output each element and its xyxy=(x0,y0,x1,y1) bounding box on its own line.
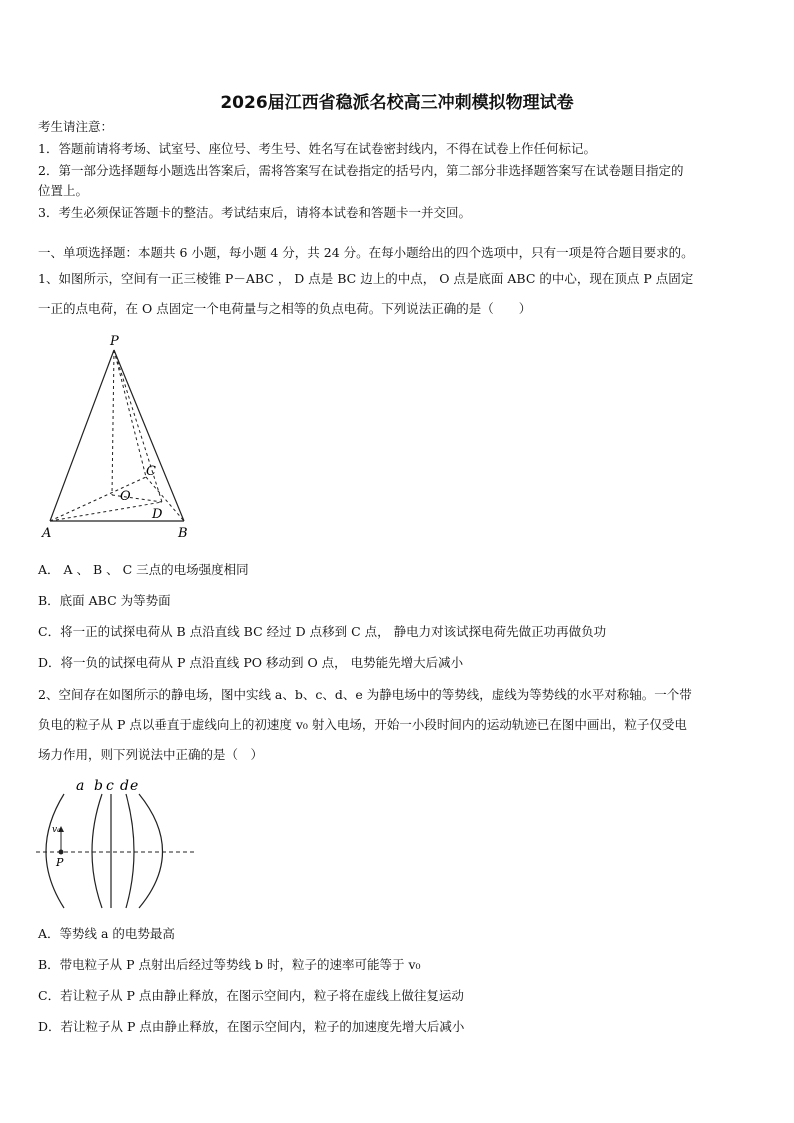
q2-stem-line-3: 场力作用，则下列说法中正确的是（ ） xyxy=(38,747,264,762)
notice-heading: 考生请注意： xyxy=(38,119,114,134)
q2-label-d: d xyxy=(120,778,129,794)
notice-item-2-cont: 位置上。 xyxy=(38,183,89,198)
q2-equipotential-figure xyxy=(36,774,196,914)
q1-label-d: D xyxy=(152,507,163,522)
q2-stem-line-1: 2、空间存在如图所示的静电场，图中实线 a、b、c、d、e 为静电场中的等势线，虚线为等势线的水平对称轴。一个带 xyxy=(38,687,692,702)
q2-label-e: e xyxy=(130,778,139,794)
q2-label-a: a xyxy=(76,778,85,794)
notice-item-2: 2．第一部分选择题每小题选出答案后，需将答案写在试卷指定的括号内，第二部分非选择题答案写在试卷题目指定的 xyxy=(38,163,684,178)
q1-stem-line-2: 一正的点电荷，在 O 点固定一个电荷量与之相等的负点电荷。下列说法正确的是（ ） xyxy=(38,301,532,316)
q2-label-p: P xyxy=(56,856,64,869)
q2-stem-line-2: 负电的粒子从 P 点以垂直于虚线向上的初速度 v₀ 射入电场，开始一小段时间内的运动轨迹已在图中画出，粒子仅受电 xyxy=(38,717,687,732)
section-heading: 一、单项选择题：本题共 6 小题，每小题 4 分，共 24 分。在每小题给出的四个选项中，只有一项是符合题目要求的。 xyxy=(38,245,694,260)
q1-option-b: B．底面 ABC 为等势面 xyxy=(38,593,171,608)
q1-option-a: A． A 、 B 、 C 三点的电场强度相同 xyxy=(38,562,249,577)
q1-pyramid-figure xyxy=(36,330,206,545)
q2-option-d: D．若让粒子从 P 点由静止释放，在图示空间内，粒子的加速度先增大后减小 xyxy=(38,1019,465,1034)
q1-stem-line-1: 1、如图所示，空间有一正三棱锥 P－ABC ， D 点是 BC 边上的中点， O 点是底面 ABC 的中心，现在顶点 P 点固定 xyxy=(38,271,694,286)
q1-label-p: P xyxy=(110,334,119,349)
q1-label-a: A xyxy=(42,526,52,541)
notice-item-1: 1．答题前请将考场、试室号、座位号、考生号、姓名写在试卷密封线内，不得在试卷上作任何标记。 xyxy=(38,141,596,156)
q1-label-c: C xyxy=(146,464,156,479)
q1-option-d: D．将一负的试探电荷从 P 点沿直线 PO 移动到 O 点， 电势能先增大后减小 xyxy=(38,655,464,670)
page-title: 2026届江西省稳派名校高三冲刺模拟物理试卷 xyxy=(220,93,574,113)
q1-label-b: B xyxy=(178,526,188,541)
q2-label-c: c xyxy=(106,778,114,794)
q2-label-b: b xyxy=(94,778,103,794)
q2-label-v0: v₀ xyxy=(52,825,61,835)
q2-option-a: A．等势线 a 的电势最高 xyxy=(38,926,175,941)
q2-option-c: C．若让粒子从 P 点由静止释放，在图示空间内，粒子将在虚线上做往复运动 xyxy=(38,988,464,1003)
q2-option-b: B．带电粒子从 P 点射出后经过等势线 b 时，粒子的速率可能等于 v₀ xyxy=(38,957,421,972)
q1-option-c: C．将一正的试探电荷从 B 点沿直线 BC 经过 D 点移到 C 点， 静电力对该试探电荷先做正功再做负功 xyxy=(38,624,607,639)
notice-item-3: 3．考生必须保证答题卡的整洁。考试结束后，请将本试卷和答题卡一并交回。 xyxy=(38,205,471,220)
q1-label-o: O xyxy=(120,489,131,504)
